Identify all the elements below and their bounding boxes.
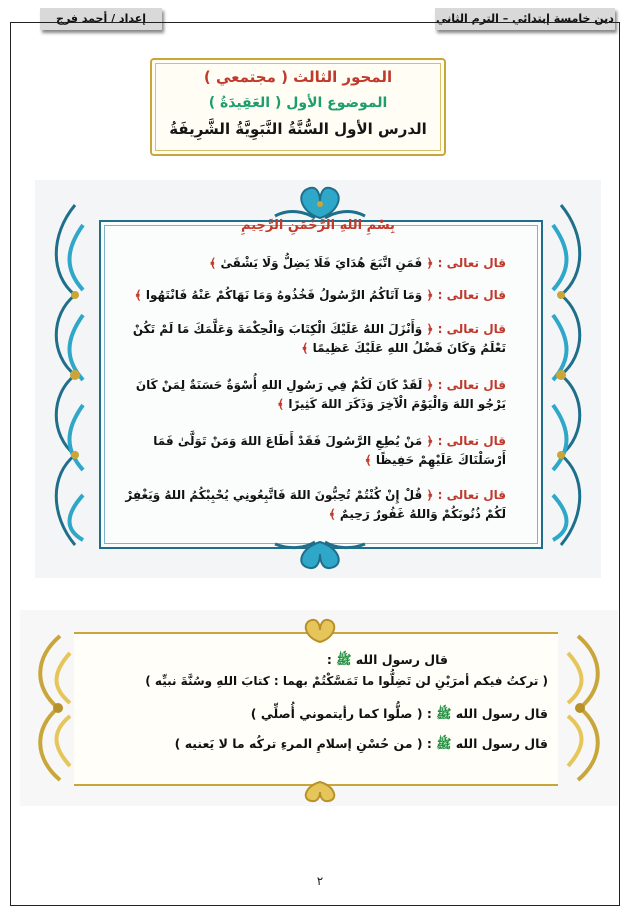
hadith-intro: قال رسول الله ﷺ : <box>326 652 448 667</box>
hadith-text: ( تركتُ فيكم أمرَيْنِ لن تَضِلُّوا ما تَمَسَّكْتُمْ بهما : كتابَ اللهِ وسُنَّةَ نبيِّه ) <box>145 674 548 688</box>
verse-label: قال تعالى : <box>437 434 506 448</box>
gold-ornament-bottom-icon <box>285 778 355 804</box>
bracket-close: ﴾ <box>209 256 217 270</box>
hadith-label: قال رسول الله <box>355 652 448 667</box>
salawat-icon: ﷺ <box>436 736 452 751</box>
salawat-icon: ﷺ <box>336 652 352 667</box>
verse-text: وَأَنْزَلَ اللهُ عَلَيْكَ الْكِتَابَ وَالْحِكْمَةَ وَعَلَّمَكَ مَا لَمْ تَكُنْ تَعْلَمُ وَكَانَ فَضْلُ اللهِ عَلَيْكَ عَظِيمًا <box>132 322 506 355</box>
bracket-open: ﴿ <box>426 434 434 448</box>
verse-text: لَقَدْ كَانَ لَكُمْ فِي رَسُولِ اللهِ أُسْوَةٌ حَسَنَةٌ لِمَنْ كَانَ يَرْجُو اللهَ وَالْيَوْمَ الْآخِرَ وَذَكَرَ اللهَ كَثِيرًا <box>135 378 506 411</box>
hadith-text: ( من حُسْنِ إسلامِ المرءِ تركُه ما لا يَعنيه ) <box>174 736 423 751</box>
verse-item <box>106 376 506 414</box>
basmala: بِسْمِ اللهِ الرَّحْمَنِ الرَّحِيمِ <box>241 218 395 233</box>
gold-ornament-left-icon <box>28 628 78 788</box>
hadith-label: قال رسول الله <box>455 736 548 751</box>
bracket-close: ﴾ <box>364 453 372 467</box>
gold-ornament-right-icon <box>560 628 610 788</box>
verse-label: قال تعالى : <box>437 488 506 502</box>
hadith-item: قال رسول الله ﷺ : ( من حُسْنِ إسلامِ المرءِ تركُه ما لا يَعنيه ) <box>174 736 548 751</box>
verse-item <box>106 286 506 305</box>
quran-verses-panel <box>35 180 601 578</box>
hadith-panel <box>20 610 618 806</box>
bracket-open: ﴿ <box>426 322 434 336</box>
verse-text: وَمَا آتَاكُمُ الرَّسُولُ فَخُذُوهُ وَمَا نَهَاكُمْ عَنْهُ فَانْتَهُوا <box>145 288 423 302</box>
verse-label: قال تعالى : <box>437 288 506 302</box>
salawat-icon: ﷺ <box>436 706 452 721</box>
bracket-open: ﴿ <box>426 288 434 302</box>
verse-item <box>106 320 506 358</box>
hadith-text: ( صلُّوا كما رأيتموني أُصلِّي ) <box>250 706 423 721</box>
ornament-left-icon <box>45 195 93 555</box>
verse-text: فَمَنِ اتَّبَعَ هُدَايَ فَلَا يَضِلُّ وَلَا يَشْقَىٰ <box>220 256 423 270</box>
ornament-bottom-icon <box>270 538 370 572</box>
verse-item <box>106 486 506 524</box>
ornament-right-icon <box>543 195 591 555</box>
verse-label: قال تعالى : <box>437 378 506 392</box>
verse-item <box>106 254 506 273</box>
bracket-close: ﴾ <box>277 397 285 411</box>
author-tag: إعداد / أحمد فرج <box>40 8 162 30</box>
bracket-open: ﴿ <box>426 378 434 392</box>
gold-ornament-top-icon <box>285 616 355 646</box>
verse-text: مَنْ يُطِعِ الرَّسُولَ فَقَدْ أَطَاعَ اللهَ وَمَنْ تَوَلَّىٰ فَمَا أَرْسَلْنَاكَ عَلَيْهِمْ حَفِيظًا <box>153 434 506 467</box>
hadith-label: قال رسول الله <box>455 706 548 721</box>
bracket-close: ﴾ <box>328 507 336 521</box>
bracket-close: ﴾ <box>134 288 142 302</box>
axis-title: المحور الثالث ( مجتمعي ) <box>203 68 393 86</box>
verse-label: قال تعالى : <box>437 256 506 270</box>
bracket-open: ﴿ <box>426 488 434 502</box>
lesson-title-box <box>150 58 446 156</box>
ornament-top-icon <box>270 182 370 222</box>
lesson-title: الدرس الأول السُّنَّةُ النَّبَوِيَّةُ الشَّرِيفَةُ <box>169 120 427 138</box>
verse-item <box>106 432 506 470</box>
subject-tag: دين خامسة إبتدائي – الترم الثاني <box>435 8 615 30</box>
page-number: ٢ <box>316 874 324 888</box>
hadith-item: قال رسول الله ﷺ : ( صلُّوا كما رأيتموني أُصلِّي ) <box>250 706 548 721</box>
bracket-open: ﴿ <box>426 256 434 270</box>
verse-text: قُلْ إِنْ كُنْتُمْ تُحِبُّونَ اللهَ فَاتَّبِعُونِي يُحْبِبْكُمُ اللهُ وَيَغْفِرْ لَكُمْ ذُنُوبَكُمْ وَاللهُ غَفُورٌ رَحِيمٌ <box>125 488 506 521</box>
topic-title: الموضوع الأول ( العَقِيدَةُ ) <box>208 95 388 111</box>
verse-label: قال تعالى : <box>437 322 506 336</box>
bracket-close: ﴾ <box>301 341 309 355</box>
